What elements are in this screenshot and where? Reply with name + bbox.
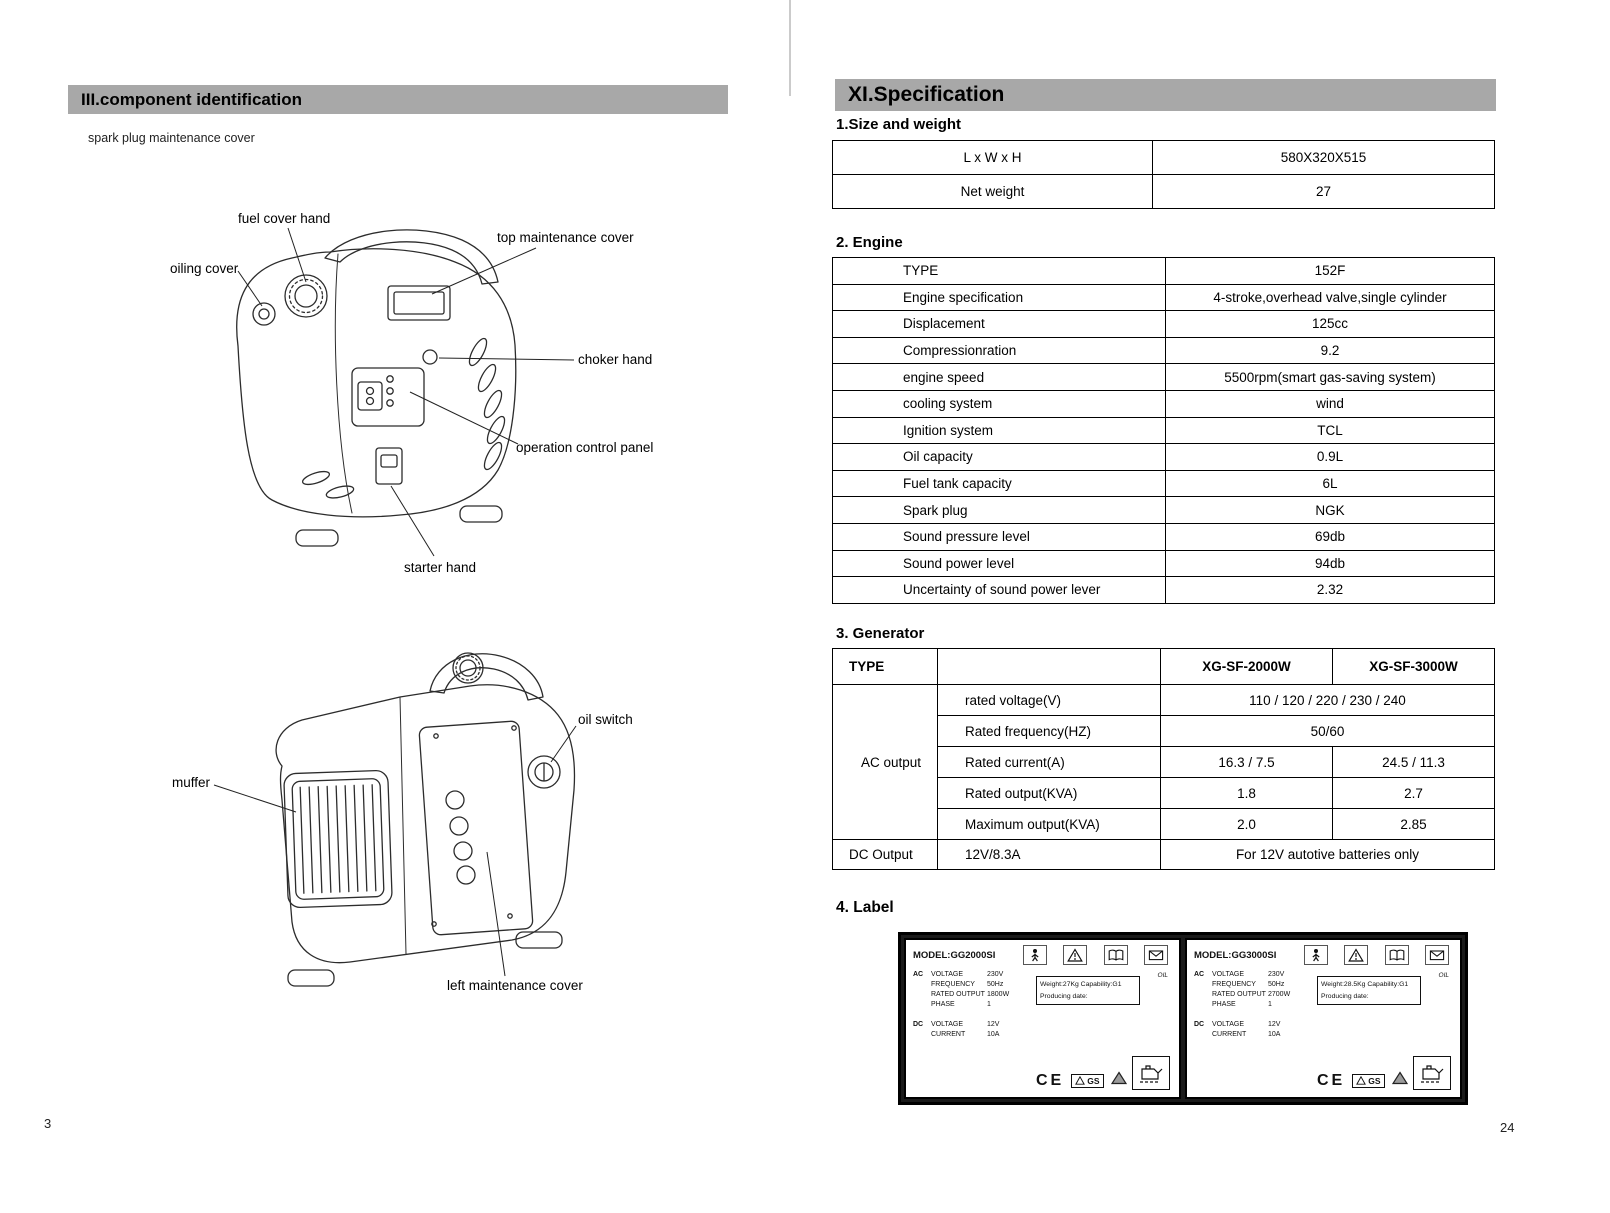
engine-row-label: TYPE [833, 258, 1166, 285]
engine-row-label: Sound pressure level [833, 523, 1166, 550]
engine-row-label: Displacement [833, 311, 1166, 338]
rating-key: PHASE [1212, 1001, 1236, 1009]
engine-row-value: 6L [1166, 470, 1495, 497]
oil-pictogram [1413, 1056, 1451, 1090]
gen-row-value: 16.3 / 7.5 [1161, 747, 1333, 778]
label-choker-hand: choker hand [578, 352, 653, 367]
gen-row-label: Rated frequency(HZ) [938, 716, 1161, 747]
right-page-number: 24 [1500, 1120, 1515, 1135]
model-text: MODEL:GG2000SI [913, 949, 996, 961]
weight-line: Weight:27Kg Capability:G1 [1040, 981, 1122, 988]
generator-top-view [237, 230, 516, 546]
gen-model1-header: XG-SF-2000W [1161, 649, 1333, 685]
rating-key: VOLTAGE [1212, 1020, 1245, 1028]
generator-front-view [276, 653, 574, 986]
oil-pictogram [1132, 1056, 1170, 1090]
rating-value: 1 [987, 1001, 991, 1009]
rating-value: 10A [1268, 1030, 1281, 1038]
weight-line: Weight:28.5Kg Capability:G1 [1321, 981, 1409, 988]
rating-key: RATED OUTPUT [1212, 991, 1266, 999]
operator-icon [1304, 945, 1328, 965]
engine-row-label: Uncertainty of sound power lever [833, 577, 1166, 604]
label-oiling-cover: oiling cover [170, 261, 239, 276]
engine-row-value: 125cc [1166, 311, 1495, 338]
engine-row-label: cooling system [833, 390, 1166, 417]
label-starter-hand: starter hand [404, 560, 477, 575]
gen-row-label: rated voltage(V) [938, 685, 1161, 716]
engine-row-value: 9.2 [1166, 337, 1495, 364]
rating-key: FREQUENCY [931, 981, 975, 989]
gen-row-value: 2.85 [1333, 809, 1495, 840]
manual-book-icon [1385, 945, 1409, 965]
left-page-number: 3 [44, 1116, 52, 1131]
gen-row-value: 2.0 [1161, 809, 1333, 840]
ac-heading: AC [1194, 971, 1205, 978]
envelope-icon [1425, 945, 1449, 965]
producing-date-line: Producing date: [1321, 992, 1369, 1000]
warning-triangle-mark [1111, 1071, 1127, 1090]
gen-row-value: 2.7 [1333, 778, 1495, 809]
plate-header-row [1194, 945, 1453, 965]
gen-row-value: 1.8 [1161, 778, 1333, 809]
label-muffer: muffer [172, 775, 211, 790]
label-plate-gg2000si [904, 938, 1181, 1099]
engine-row-value: 5500rpm(smart gas-saving system) [1166, 364, 1495, 391]
size-row-label: Net weight [833, 175, 1153, 209]
label-plates-frame [898, 932, 1468, 1105]
label-fuel-cover-hand: fuel cover hand [238, 211, 331, 226]
model-text: MODEL:GG3000SI [1194, 949, 1277, 961]
engine-row-label: Fuel tank capacity [833, 470, 1166, 497]
rating-key: VOLTAGE [931, 1020, 964, 1028]
oil-script-text: OIL [1438, 972, 1449, 979]
operator-icon [1023, 945, 1047, 965]
plate-ratings-column [913, 970, 1031, 1092]
ac-heading: AC [913, 971, 924, 978]
size-weight-table [832, 140, 1495, 209]
label-oil-switch: oil switch [578, 712, 633, 727]
engine-row-value: 94db [1166, 550, 1495, 577]
size-row-value: 580X320X515 [1153, 141, 1495, 175]
engine-row-label: engine speed [833, 364, 1166, 391]
rating-key: PHASE [931, 1001, 955, 1009]
engine-row-value: NGK [1166, 497, 1495, 524]
rating-value: 2700W [1268, 991, 1291, 999]
label-top-maintenance-cover: top maintenance cover [497, 230, 634, 245]
engine-row-label: Ignition system [833, 417, 1166, 444]
rating-key: CURRENT [1212, 1030, 1247, 1038]
engine-row-value: 69db [1166, 523, 1495, 550]
rating-key: FREQUENCY [1212, 981, 1256, 989]
plate-header-row [913, 945, 1172, 965]
weight-box [1317, 976, 1421, 1005]
ce-mark: CE [1036, 1071, 1065, 1089]
gen-type-header: TYPE [833, 649, 938, 685]
warning-triangle-mark [1392, 1071, 1408, 1090]
engine-row-value: 0.9L [1166, 444, 1495, 471]
engine-row-value: 152F [1166, 258, 1495, 285]
leader-lines [214, 228, 576, 976]
engine-row-label: Compressionration [833, 337, 1166, 364]
size-row-label: L x W x H [833, 141, 1153, 175]
left-page-title: III.component identification [81, 89, 302, 109]
label-section-title: 4. Label [836, 899, 894, 916]
right-page-header-bar [835, 79, 1496, 111]
gen-dc-value: 12V/8.3A [938, 840, 1161, 870]
label-plate-gg3000si [1185, 938, 1462, 1099]
engine-table [832, 257, 1495, 604]
engine-row-label: Engine specification [833, 284, 1166, 311]
warning-icon [1063, 945, 1087, 965]
generator-table [832, 648, 1495, 870]
rating-key: RATED OUTPUT [931, 991, 985, 999]
dc-heading: DC [1194, 1020, 1205, 1028]
rating-value: 230V [987, 971, 1004, 978]
engine-title: 2. Engine [836, 234, 903, 251]
spark-plug-note: spark plug maintenance cover [88, 131, 255, 145]
gen-row-label: Rated current(A) [938, 747, 1161, 778]
rating-key: CURRENT [931, 1030, 966, 1038]
gen-row-label: Maximum output(KVA) [938, 809, 1161, 840]
manual-book-icon [1104, 945, 1128, 965]
engine-row-label: Oil capacity [833, 444, 1166, 471]
gen-ac-output-cell: AC output [833, 685, 938, 840]
rating-value: 12V [987, 1020, 1000, 1028]
weight-box [1036, 976, 1140, 1005]
rating-value: 1 [1268, 1001, 1272, 1009]
gen-row-value: 24.5 / 11.3 [1333, 747, 1495, 778]
right-page-title: XI.Specification [848, 83, 1005, 106]
gen-dc-output-cell: DC Output [833, 840, 938, 870]
gen-row-label: Rated output(KVA) [938, 778, 1161, 809]
producing-date-line: Producing date: [1040, 992, 1088, 1000]
size-row-value: 27 [1153, 175, 1495, 209]
rating-value: 50Hz [987, 981, 1004, 989]
rating-value: 50Hz [1268, 981, 1285, 989]
engine-row-value: 2.32 [1166, 577, 1495, 604]
rating-value: 10A [987, 1030, 1000, 1038]
envelope-icon [1144, 945, 1168, 965]
rating-value: 12V [1268, 1020, 1281, 1028]
engine-row-label: Spark plug [833, 497, 1166, 524]
gs-mark: GS [1071, 1074, 1103, 1088]
label-left-maintenance-cover: left maintenance cover [447, 978, 583, 993]
plate-ratings-column [1194, 970, 1312, 1092]
rating-key: VOLTAGE [1212, 971, 1245, 978]
rating-key: VOLTAGE [931, 971, 964, 978]
gen-dc-note: For 12V autotive batteries only [1161, 840, 1495, 870]
gs-mark: GS [1352, 1074, 1384, 1088]
ce-mark: CE [1317, 1071, 1346, 1089]
engine-row-label: Sound power level [833, 550, 1166, 577]
generator-title: 3. Generator [836, 625, 925, 642]
gen-row-value: 50/60 [1161, 716, 1495, 747]
component-diagrams [0, 0, 800, 1213]
engine-row-value: TCL [1166, 417, 1495, 444]
warning-icon [1344, 945, 1368, 965]
gen-row-value: 110 / 120 / 220 / 230 / 240 [1161, 685, 1495, 716]
rating-value: 1800W [987, 991, 1010, 999]
oil-script-text: OIL [1157, 972, 1168, 979]
engine-row-value: wind [1166, 390, 1495, 417]
engine-row-value: 4-stroke,overhead valve,single cylinder [1166, 284, 1495, 311]
gen-model2-header: XG-SF-3000W [1333, 649, 1495, 685]
size-weight-title: 1.Size and weight [836, 116, 962, 133]
rating-value: 230V [1268, 971, 1285, 978]
gen-empty-cell [938, 649, 1161, 685]
dc-heading: DC [913, 1020, 924, 1028]
label-operation-control-panel: operation control panel [516, 440, 654, 455]
